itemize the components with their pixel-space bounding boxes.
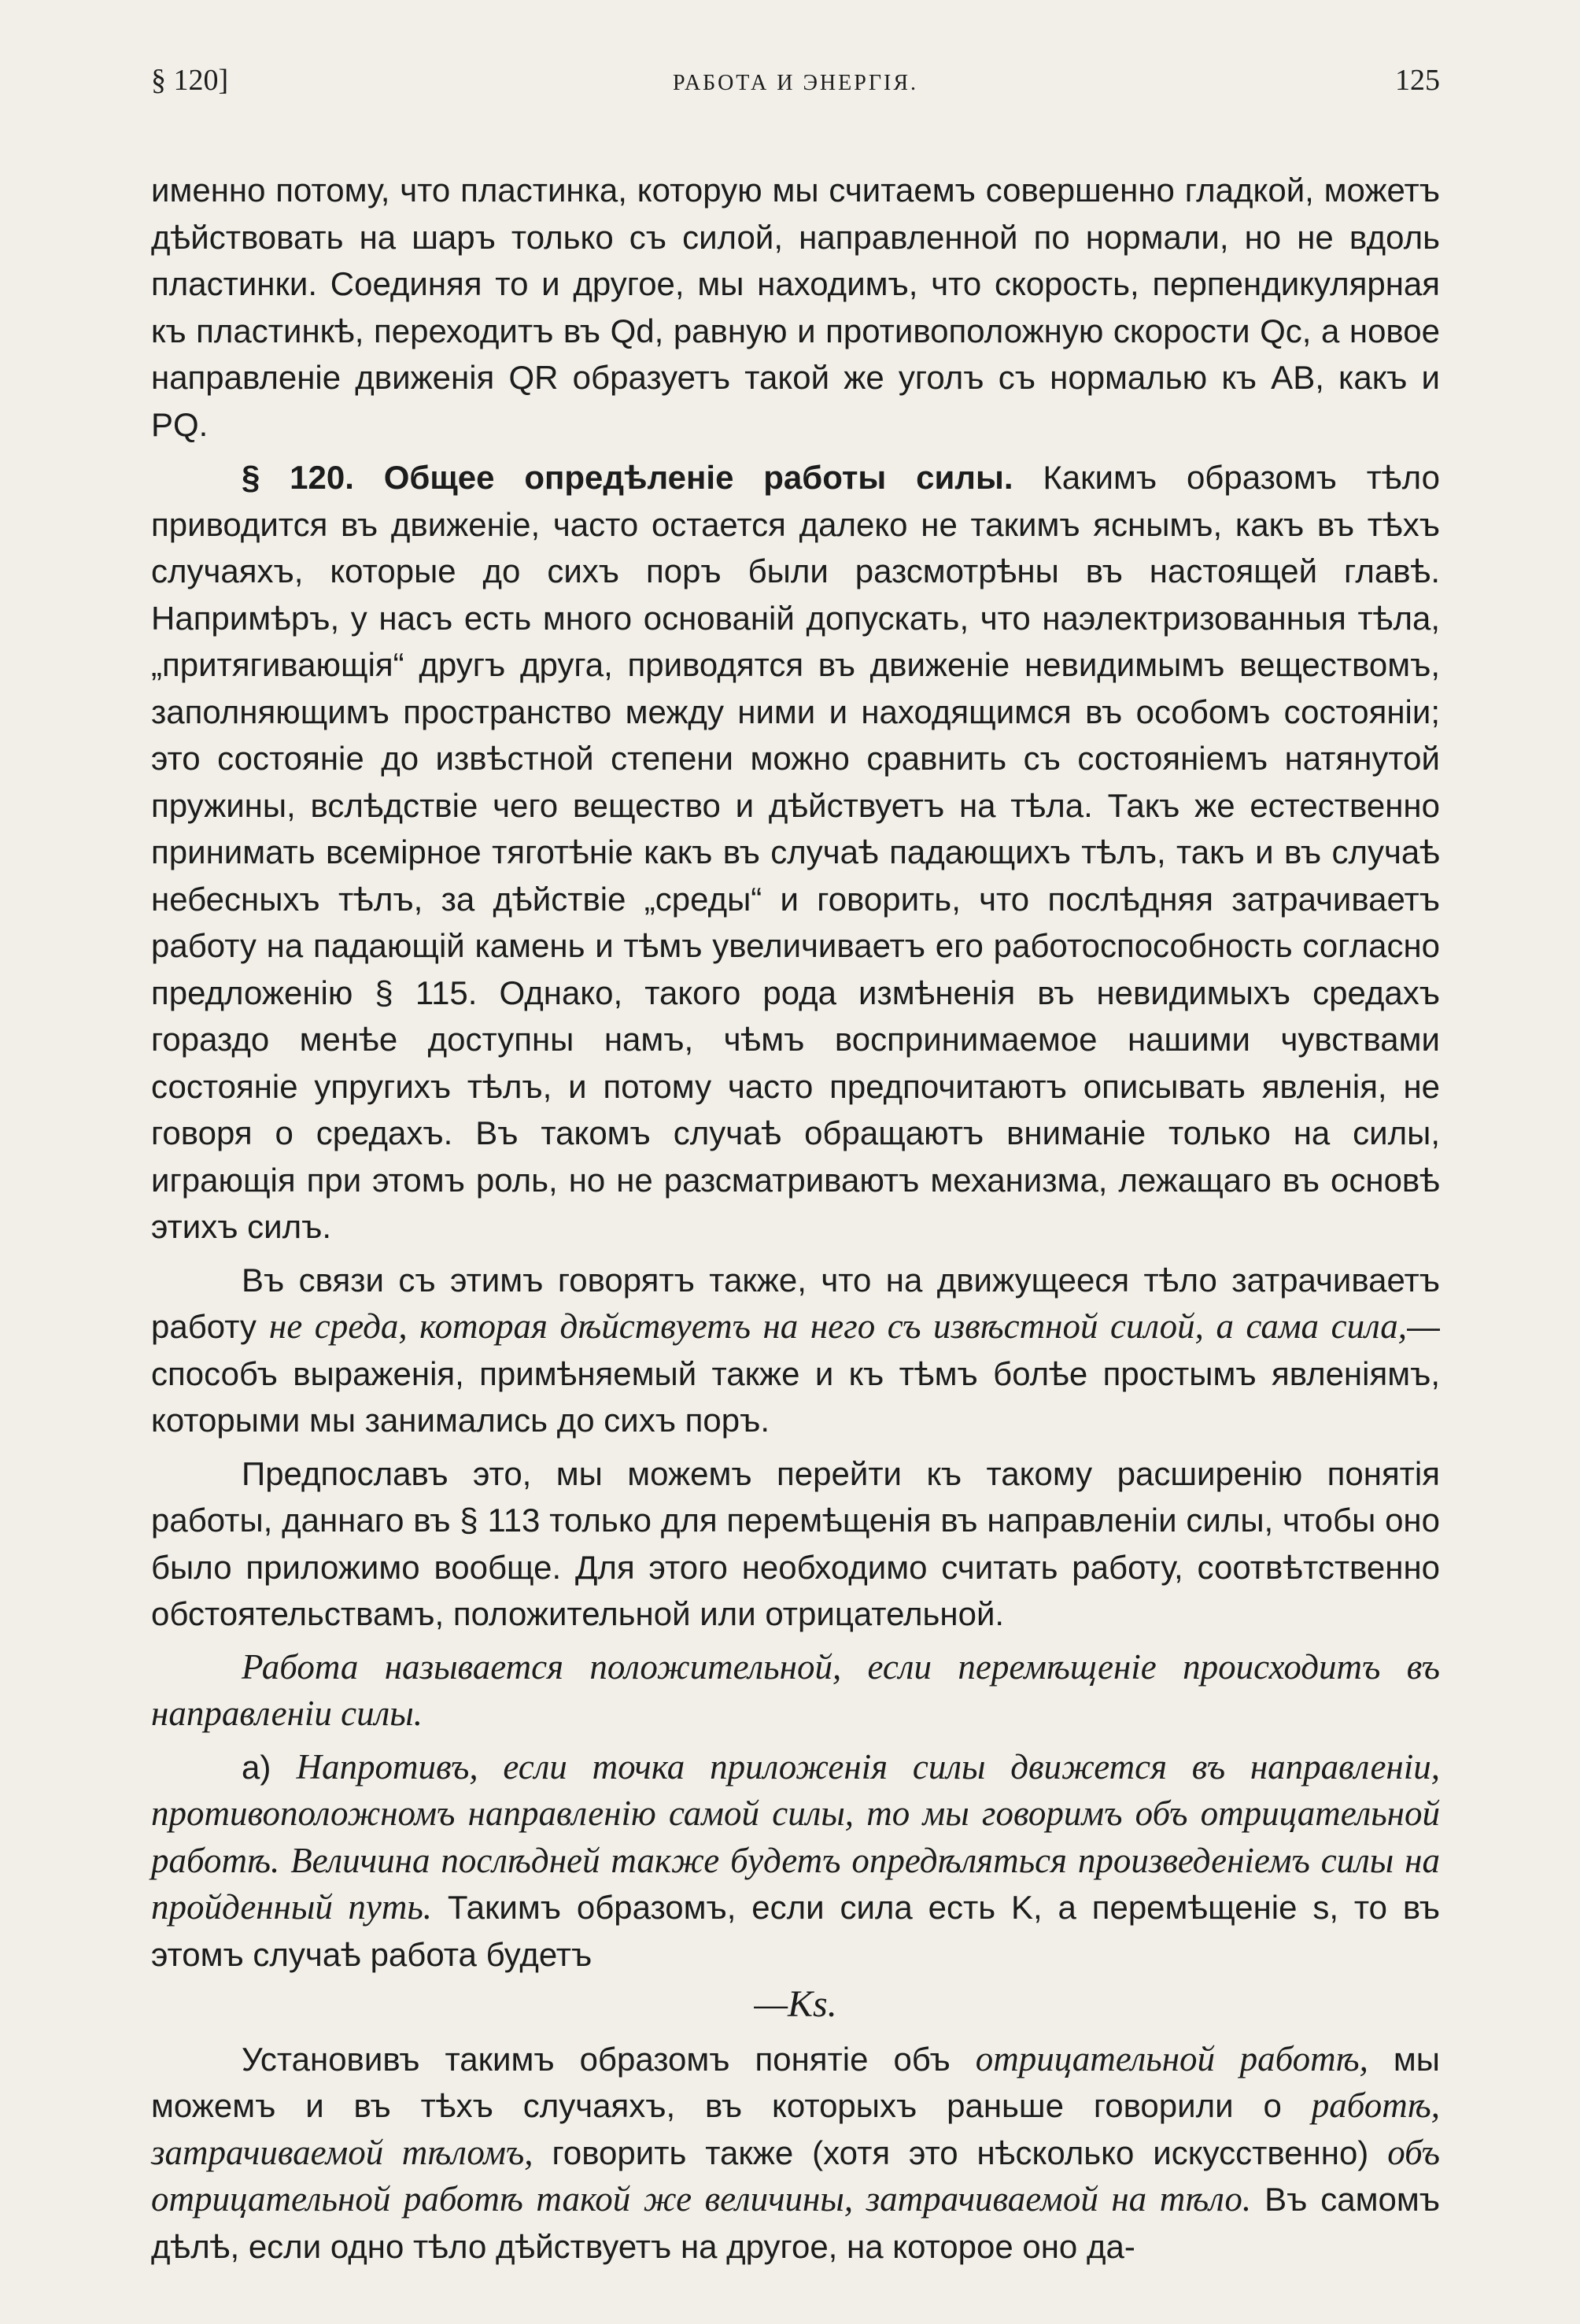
list-marker: а) <box>242 1748 297 1786</box>
paragraph-continuation: именно потому, что пластинка, которую мы считаемъ совершенно гладкой, можетъ дѣйствовать на шаръ только съ силой, направленной по нормали, но не вдоль пластинки. Соединяя то и другое, мы находимъ, что скорость, перпендикулярная къ пластинкѣ, переходитъ въ Qd, равную и противоположную скорости Qc, а новое направленіе движенія QR образуетъ такой же уголъ съ нормалью къ AB, какъ и PQ. <box>151 172 1440 443</box>
italic-run: отрицательной работѣ, <box>975 2038 1368 2078</box>
text-run: Въ связи съ этимъ говорятъ также, что на движущееся тѣло затрачиваетъ работу <box>151 1261 1440 1345</box>
text-run: говорить также (хотя это нѣсколько искусственно) <box>533 2134 1388 2171</box>
header-title: РАБОТА И ЭНЕРГІЯ. <box>672 71 919 95</box>
header-section-ref: § 120] <box>151 64 229 97</box>
italic-run: Работа называется положительной, если перемѣщеніе происходитъ въ направленіи силы. <box>151 1646 1440 1733</box>
text-run: Въ самомъ дѣлѣ, если одно тѣло дѣйствуетъ на другое, на которое оно да- <box>151 2181 1440 2265</box>
paragraph-medium <box>151 1257 1440 1444</box>
italic-run: объ отрицательной работѣ такой же величины, затрачиваемой на тѣло. <box>151 2132 1440 2219</box>
italic-run: работѣ, затрачиваемой тѣломъ, <box>151 2086 1440 2172</box>
section-heading: § 120. Общее опредѣленіе работы силы. <box>242 459 1013 496</box>
paragraph-extension: Предпославъ это, мы можемъ перейти къ такому расширенію понятія работы, даннаго въ § 113 только для перемѣщенія въ направленіи силы, чтобы оно было приложимо вообще. Для этого необходимо считать работу, соотвѣтственно обстоятельствамъ, положительной или отрицательной. <box>151 1454 1440 1632</box>
text-run: мы можемъ и въ тѣхъ случаяхъ, въ которыхъ раньше говорили о <box>151 2040 1440 2124</box>
paragraph-section-120 <box>151 454 1440 1251</box>
paragraph-negative-work <box>151 1744 1440 1979</box>
page-number: 125 <box>1395 64 1440 97</box>
running-header <box>151 63 1440 118</box>
italic-run: не среда, которая дѣйствуетъ на него съ извѣстной силой, а сама сила, <box>268 1306 1407 1346</box>
text-run: Такимъ образомъ, если сила есть K, а перемѣщеніе s, то въ этомъ случаѣ работа будетъ <box>151 1889 1440 1973</box>
paragraph-conclusion <box>151 2036 1440 2270</box>
text-run: —способъ выраженія, примѣняемый также и къ тѣмъ болѣе простымъ явленіямъ, которыми мы занимались до сихъ поръ. <box>151 1308 1440 1439</box>
text-run: Установивъ такимъ образомъ понятіе объ <box>242 2040 976 2078</box>
paragraph-positive-work <box>151 1644 1440 1738</box>
section-text: Какимъ образомъ тѣло приводится въ движеніе, часто остается далеко не такимъ яснымъ, какъ въ тѣхъ случаяхъ, которые до сихъ поръ были разсмотрѣны въ настоящей главѣ. Напримѣръ, у насъ есть много основаній допускать, что наэлектризованныя тѣла, „притягивающія“ другъ друга, приводятся въ движеніе невидимымъ веществомъ, заполняющимъ пространство между ними и находящимся въ особомъ состояніи; это состояніе до извѣстной степени можно сравнить съ состояніемъ натянутой пружины, вслѣдствіе чего вещество и дѣйствуетъ на тѣла. Такъ же естественно принимать всемірное тяготѣніе какъ въ случаѣ падающихъ тѣлъ, такъ и въ случаѣ небесныхъ тѣлъ, за дѣйствіе „среды“ и говорить, что послѣдняя затрачиваетъ работу на падающій камень и тѣмъ увеличиваетъ его работоспособность согласно предложенію § 115. Однако, такого рода измѣненія въ невидимыхъ средахъ гораздо менѣе доступны намъ, чѣмъ воспринимаемое нашими чувствами состояніе упругихъ тѣлъ, и потому часто предпочитаютъ описывать явленія, не говоря о средахъ. Въ такомъ случаѣ обращаютъ вниманіе только на силы, играющія при этомъ роль, но не разсматриваютъ механизма, лежащаго въ основѣ этихъ силъ. <box>151 459 1441 1245</box>
page-body <box>151 167 1440 2270</box>
formula-negative-work: —Ks. <box>754 1983 837 2025</box>
italic-run: Напротивъ, если точка приложенія силы движется въ направленіи, противоположномъ направленію самой силы, то мы говоримъ объ отрицательной работѣ. Величина послѣдней также будетъ опредѣляться произведеніемъ силы на пройденный путь. <box>151 1746 1440 1927</box>
